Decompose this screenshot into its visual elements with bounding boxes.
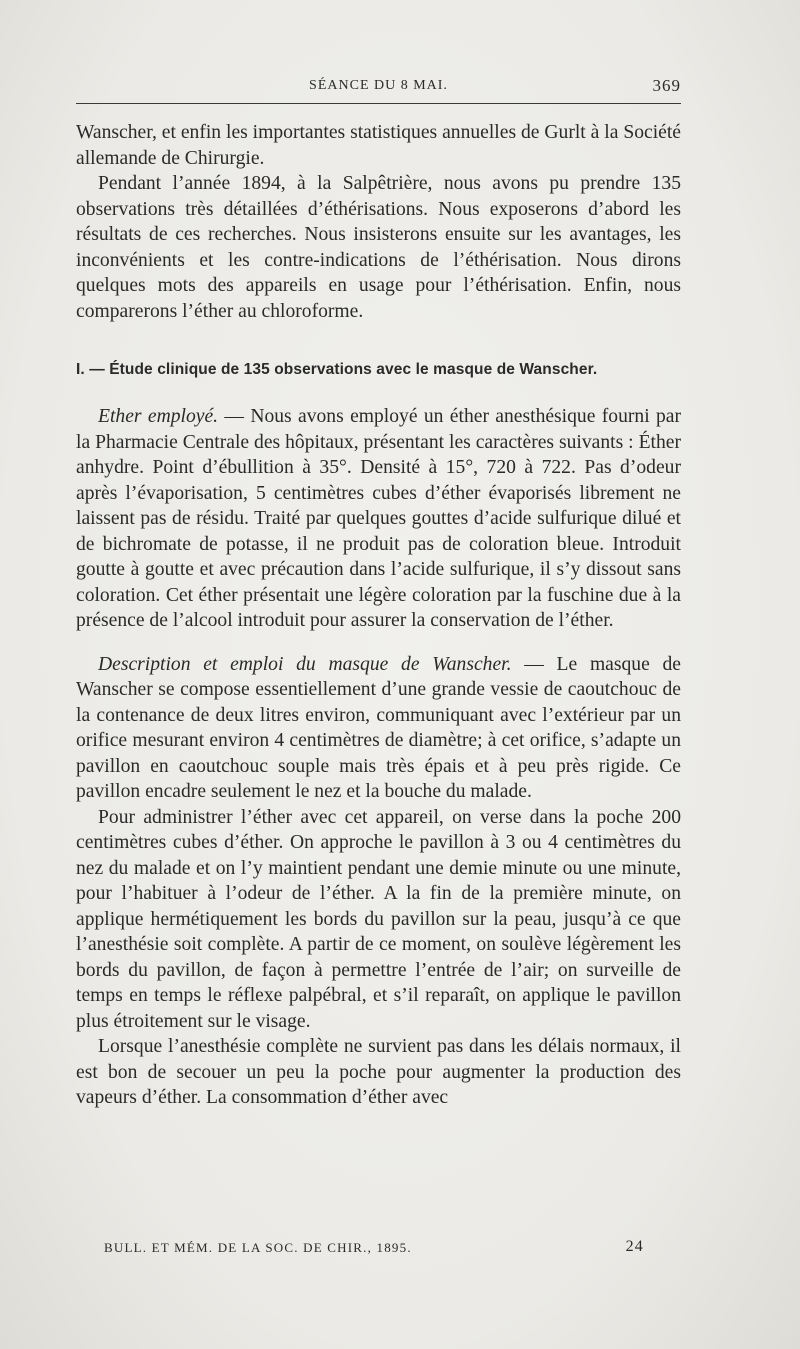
- running-title: SÉANCE DU 8 MAI.: [309, 78, 448, 93]
- header-rule: [76, 103, 681, 104]
- masque-text: — Le masque de Wanscher se compose essentiellement d’une grande vessie de caoutchouc de la contenance de deux litres environ, communiquant avec l’extérieur par un orifice mesurant environ 4 centimètres de diamètre; à cet orifice, s’adapte un pavillon en caoutchouc souple mais très épais et à peu près rigide. Ce pavillon encadre seulement le nez et la bouche du malade.: [76, 653, 682, 802]
- paragraph-administration: Pour administrer l’éther avec cet appareil, on verse dans la poche 200 centimètres cubes d’éther. On approche le pavillon à 3 ou 4 centimètres du nez du malade et on l’y maintient pendant une demie minute ou une minute, pour l’habituer à l’odeur de l’éther. A la fin de la première minute, on applique hermétiquement les bords du pavillon sur la peau, jusqu’à ce que l’anesthésie soit complète. A partir de ce moment, on soulève légèrement les bords du pavillon, de façon à permettre l’entrée de l’air; on surveille de temps en temps le réflexe palpébral, et s’il reparaît, on applique le pavillon plus étroitement sur le visage.: [76, 806, 681, 1032]
- page-number: 369: [652, 76, 681, 95]
- paragraph-anesthesie: Lorsque l’anesthésie complète ne survient pas dans les délais normaux, il est bon de secouer un peu la poche pour augmenter la production des vapeurs d’éther. La consommation d’éther avec: [76, 1036, 681, 1108]
- page-body: [76, 120, 681, 1111]
- footer-citation: BULL. ET MÉM. DE LA SOC. DE CHIR., 1895.: [104, 1240, 412, 1255]
- page-footer: [104, 1238, 644, 1260]
- page-header: [76, 76, 681, 98]
- signature-mark: 24: [625, 1238, 644, 1255]
- section-title: I. — Étude clinique de 135 observations avec le masque de Wanscher.: [76, 361, 598, 378]
- paragraph-ether-employe: [76, 404, 681, 634]
- paragraph-annee-1894: Pendant l’année 1894, à la Salpêtrière, nous avons pu prendre 135 observations très détaillées d’éthérisations. Nous exposerons d’abord les résultats de ces recherches. Nous insisterons ensuite sur les avantages, les inconvénients et les contre-indications de l’éthérisation. Nous dirons quelques mots des appareils en usage pour l’éthérisation. Enfin, nous comparerons l’éther au chloroforme.: [76, 173, 681, 322]
- ether-text: — Nous avons employé un éther anesthésique fourni par la Pharmacie Centrale des hôpitaux, présentant les caractères suivants : Éther anhydre. Point d’ébullition à 35°. Densité à 15°, 720 à 722. Pas d’odeur après l’évaporisation, 5 centimètres cubes d’éther évaporisés librement ne laissent pas de résidu. Traité par quelques gouttes d’acide sulfurique dilué et de bichromate de potasse, il ne produit pas de coloration bleue. Introduit goutte à goutte et avec précaution dans l’acide sulfurique, il s’y dissout sans coloration. Cet éther présentait une légère coloration par la fuschine due à la présence de l’alcool introduit pour assurer la conservation de l’éther.: [76, 406, 681, 631]
- masque-lead: Description et emploi du masque de Wanscher.: [98, 653, 512, 675]
- paragraph-wanscher: Wanscher, et enfin les importantes statistiques annuelles de Gurlt à la Société allemande de Chirurgie.: [76, 122, 681, 169]
- ether-lead: Ether employé.: [98, 406, 219, 427]
- paragraph-masque: [76, 652, 681, 805]
